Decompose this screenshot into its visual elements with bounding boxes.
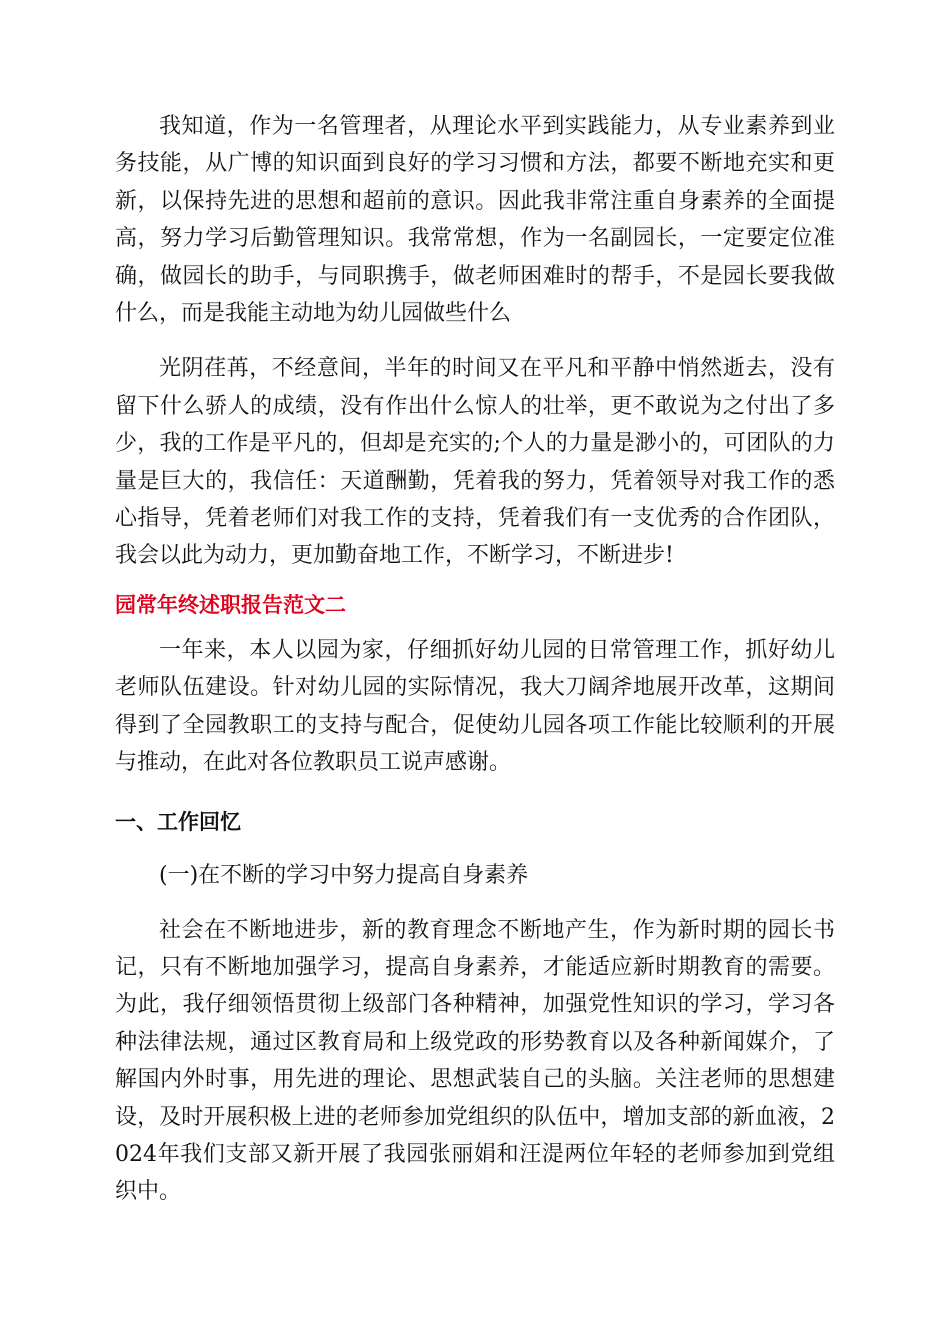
body-paragraph-1: 我知道，作为一名管理者，从理论水平到实践能力，从专业素养到业务技能，从广博的知识面到良好的学习习惯和方法，都要不断地充实和更新，以保持先进的思想和超前的意识。因此我非常注重自身素养的全面提高，努力学习后勤管理知识。我常常想，作为一名副园长，一定要定位准确，做园长的助手，与同职携手，做老师困难时的帮手，不是园长要我做什么，而是我能主动地为幼儿园做些什么 bbox=[115, 114, 835, 327]
body-paragraph-3: 一年来，本人以园为家，仔细抓好幼儿园的日常管理工作，抓好幼儿老师队伍建设。针对幼儿园的实际情况，我大刀阔斧地展开改革，这期间得到了全园教职工的支持与配合，促使幼儿园各项工作能比较顺利的开展与推动，在此对各位教职员工说声感谢。 bbox=[115, 637, 835, 776]
heading-work-review: 一、工作回忆 bbox=[115, 809, 241, 834]
document-page bbox=[115, 108, 835, 1211]
body-paragraph-2: 光阴荏苒，不经意间，半年的时间又在平凡和平静中悄然逝去，没有留下什么骄人的成绩，没有作出什么惊人的壮举，更不敢说为之付出了多少，我的工作是平凡的，但却是充实的;个人的力量是渺小的，可团队的力量是巨大的，我信任：天道酬勤，凭着我的努力，凭着领导对我工作的悉心指导，凭着老师们对我工作的支持，凭着我们有一支优秀的合作团队，我会以此为动力，更加勤奋地工作，不断学习，不断进步! bbox=[115, 356, 835, 569]
body-paragraph-4: 社会在不断地进步，新的教育理念不断地产生，作为新时期的园长书记，只有不断地加强学习，提高自身素养，才能适应新时期教育的需要。为此，我仔细领悟贯彻上级部门各种精神，加强党性知识的学习，学习各种法律法规，通过区教育局和上级党政的形势教育以及各种新闻媒介，了解国内外时事，用先进的理论、思想武装自己的头脑。关注老师的思想建设，及时开展积极上进的老师参加党组织的队伍中，增加支部的新血液，2024年我们支部又新开展了我园张丽娟和汪湜两位年轻的老师参加到党组织中。 bbox=[115, 917, 835, 1205]
section-title: 园常年终述职报告范文二 bbox=[115, 592, 346, 617]
subheading-self-improvement: (一)在不断的学习中努力提高自身素养 bbox=[159, 862, 529, 888]
